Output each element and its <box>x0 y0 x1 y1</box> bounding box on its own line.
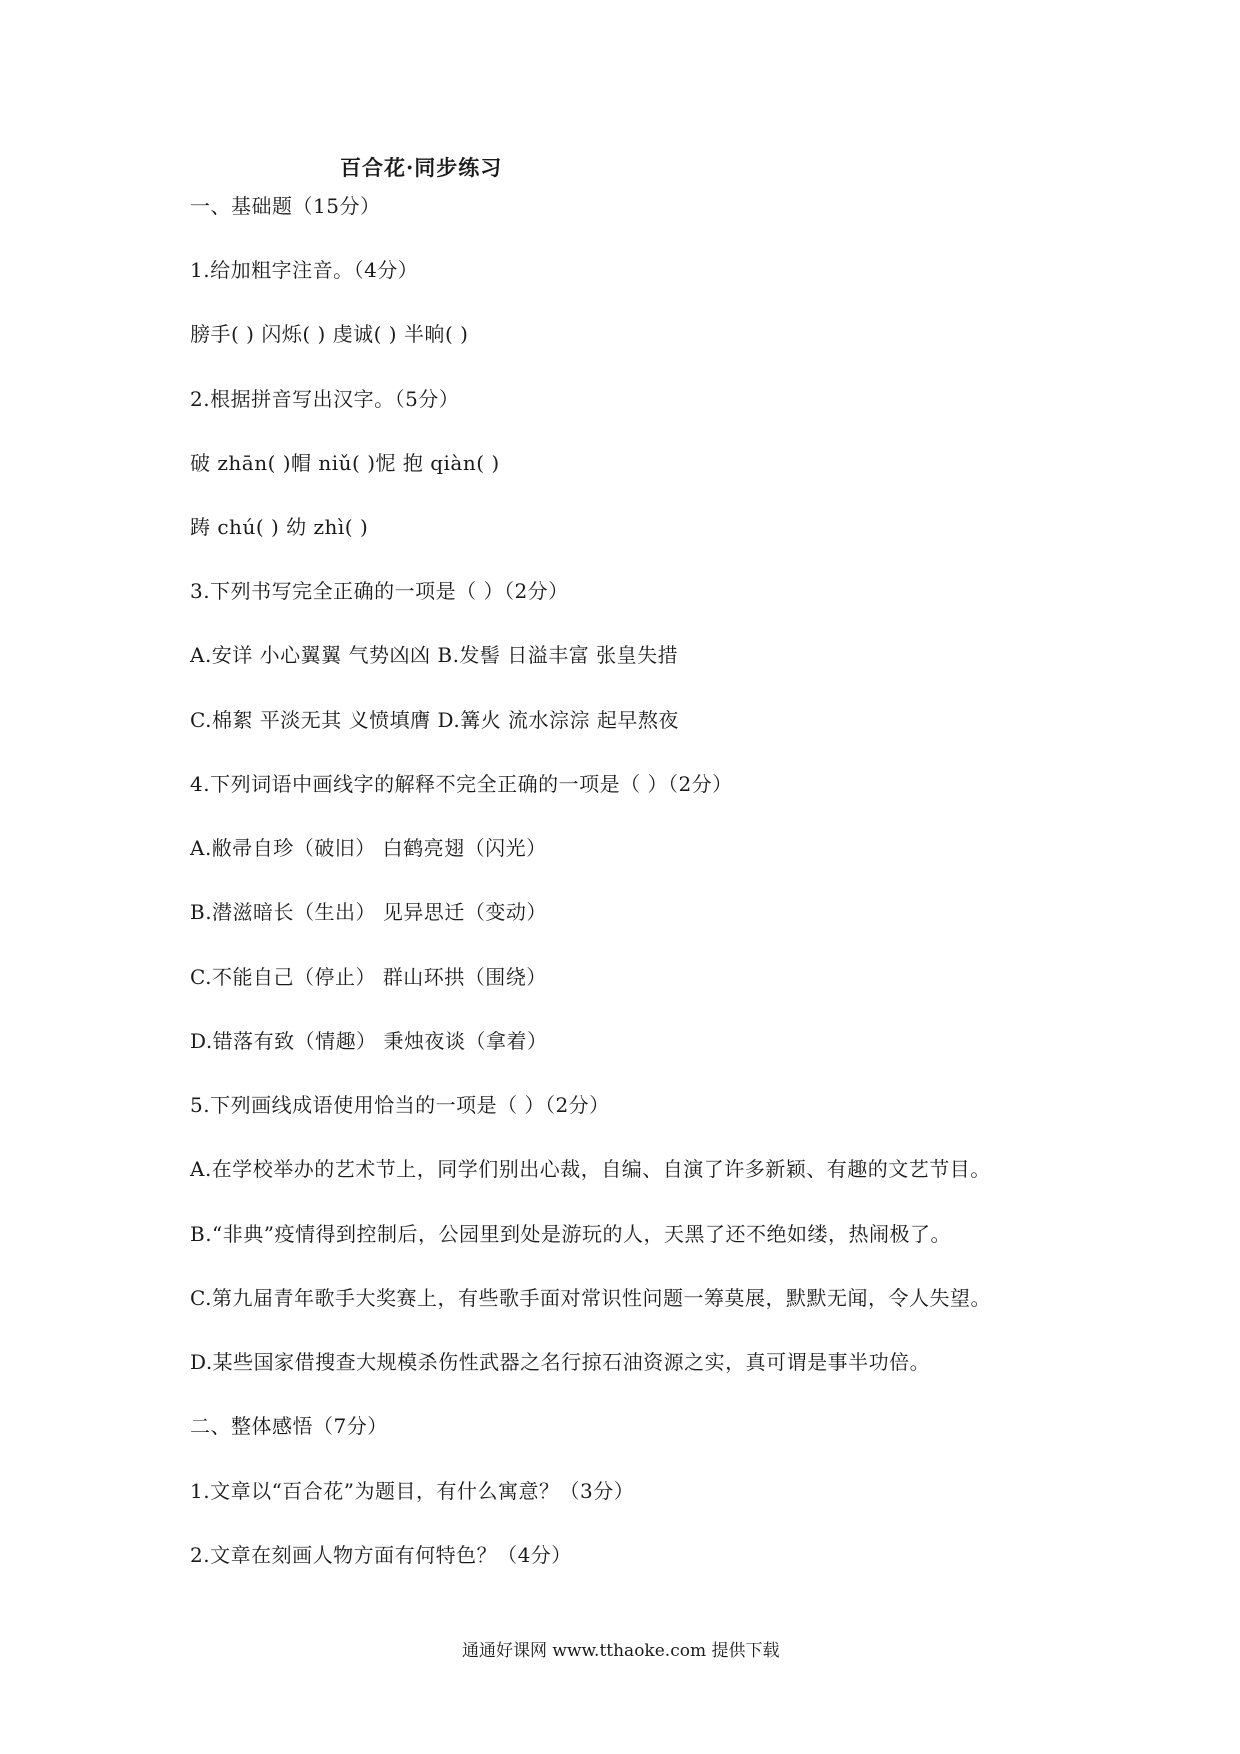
question-3: 3.下列书写完全正确的一项是（ ）（2分） <box>190 579 569 603</box>
question-3-options-ab: A.安详 小心翼翼 气势凶凶 B.发髻 日溢丰富 张皇失措 <box>190 643 679 667</box>
question-3-options-cd: C.棉絮 平淡无其 义愤填膺 D.篝火 流水淙淙 起早熬夜 <box>190 708 679 732</box>
question-5-option-b: B.“非典”疫情得到控制后，公园里到处是游玩的人，天黑了还不绝如缕，热闹极了。 <box>190 1222 952 1246</box>
section-heading-overall: 二、整体感悟（7分） <box>190 1414 388 1438</box>
question-4-option-b: B.潜滋暗长（生出） 见异思迁（变动） <box>190 900 547 924</box>
question-5-option-d: D.某些国家借搜查大规模杀伤性武器之名行掠石油资源之实，真可谓是事半功倍。 <box>190 1350 931 1374</box>
page-title: 百合花·同步练习 <box>340 155 503 180</box>
question-2-items-row1: 破 zhān( )帽 niǔ( )怩 抱 qiàn( ) <box>190 451 500 475</box>
question-5-option-a: A.在学校举办的艺术节上，同学们别出心裁，自编、自演了许多新颖、有趣的文艺节目。 <box>190 1157 991 1181</box>
question-1-items: 膀手( ) 闪烁( ) 虔诚( ) 半晌( ) <box>190 322 469 346</box>
question-2-items-row2: 踌 chú( ) 幼 zhì( ) <box>190 515 369 539</box>
question-4-option-a: A.敝帚自珍（破旧） 白鹤亮翅（闪光） <box>190 836 547 860</box>
footer-credit: 通通好课网 www.tthaoke.com 提供下载 <box>462 1641 780 1661</box>
question-4-option-c: C.不能自己（停止） 群山环拱（围绕） <box>190 965 547 989</box>
question-1: 1.给加粗字注音。（4分） <box>190 258 419 282</box>
question-5: 5.下列画线成语使用恰当的一项是（ ）（2分） <box>190 1093 610 1117</box>
question-4: 4.下列词语中画线字的解释不完全正确的一项是（ ）（2分） <box>190 772 733 796</box>
question-overall-2: 2.文章在刻画人物方面有何特色？（4分） <box>190 1543 572 1567</box>
question-4-option-d: D.错落有致（情趣） 秉烛夜谈（拿着） <box>190 1029 548 1053</box>
question-5-option-c: C.第九届青年歌手大奖赛上，有些歌手面对常识性问题一筹莫展，默默无闻，令人失望。 <box>190 1286 991 1310</box>
question-overall-1: 1.文章以“百合花”为题目，有什么寓意？（3分） <box>190 1479 635 1503</box>
question-2: 2.根据拼音写出汉字。（5分） <box>190 387 460 411</box>
section-heading-basics: 一、基础题（15分） <box>190 194 381 218</box>
